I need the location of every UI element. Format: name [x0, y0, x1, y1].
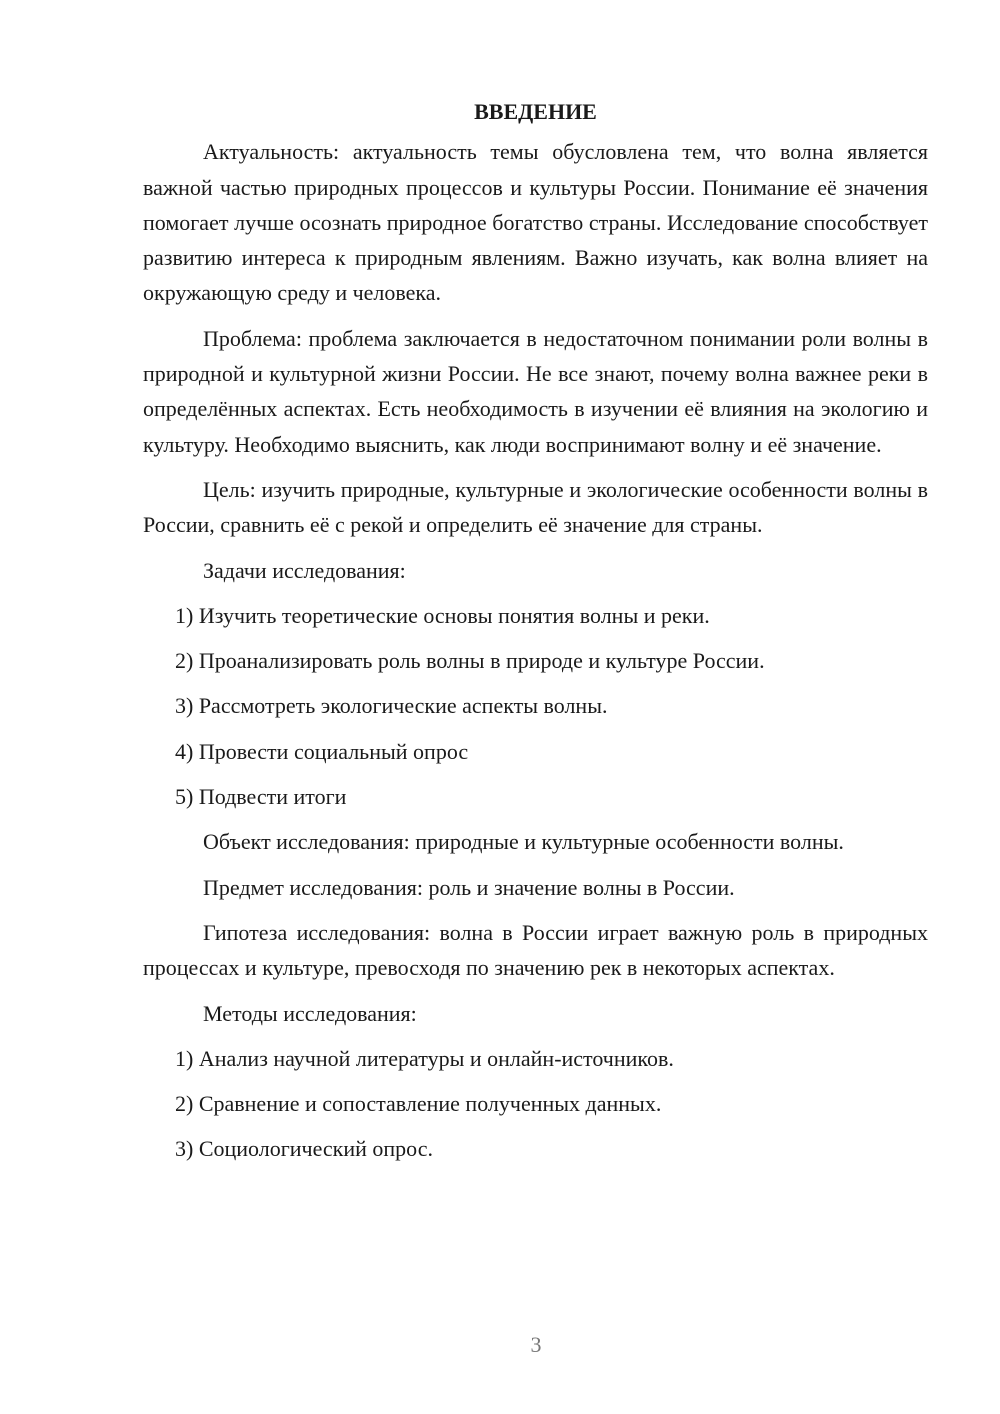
- method-item: 2) Сравнение и сопоставление полученных данных.: [175, 1091, 662, 1117]
- methods-label: Методы исследования:: [203, 1000, 417, 1026]
- subject-paragraph: Предмет исследования: роль и значение волны в России.: [203, 874, 735, 900]
- task-item: 5) Подвести итоги: [175, 784, 347, 810]
- task-item: 2) Проанализировать роль волны в природе и культуре России.: [175, 648, 765, 674]
- section-title: ВВЕДЕНИЕ: [474, 99, 597, 124]
- problem-paragraph: Проблема: проблема заключается в недостаточном понимании роли волны в природной и культурной жизни России. Не все знают, почему волна важнее реки в определённых аспектах. Есть необходимость в изучении её влияния на экологию и культуру. Необходимо выяснить, как люди воспринимают волну и её значение.: [143, 325, 928, 457]
- method-item: 1) Анализ научной литературы и онлайн-источников.: [175, 1045, 674, 1071]
- relevance-paragraph: Актуальность: актуальность темы обусловлена тем, что волна является важной частью природных процессов и культуры России. Понимание её значения помогает лучше осознать природное богатство страны. Исследование способствует развитию интереса к природным явлениям. Важно изучать, как волна влияет на окружающую среду и человека.: [143, 139, 928, 306]
- hypothesis-paragraph: Гипотеза исследования: волна в России играет важную роль в природных процессах и культуре, превосходя по значению рек в некоторых аспектах.: [143, 919, 928, 981]
- task-item: 1) Изучить теоретические основы понятия волны и реки.: [175, 602, 710, 628]
- task-item: 4) Провести социальный опрос: [175, 738, 469, 764]
- document-page: [143, 94, 928, 1177]
- tasks-label: Задачи исследования:: [203, 557, 406, 583]
- page-number: 3: [530, 1332, 542, 1357]
- task-item: 3) Рассмотреть экологические аспекты волны.: [175, 693, 608, 719]
- object-paragraph: Объект исследования: природные и культурные особенности волны.: [203, 829, 844, 855]
- method-item: 3) Социологический опрос.: [175, 1136, 433, 1162]
- goal-paragraph: Цель: изучить природные, культурные и экологические особенности волны в России, сравнить её с рекой и определить её значение для страны.: [143, 476, 928, 538]
